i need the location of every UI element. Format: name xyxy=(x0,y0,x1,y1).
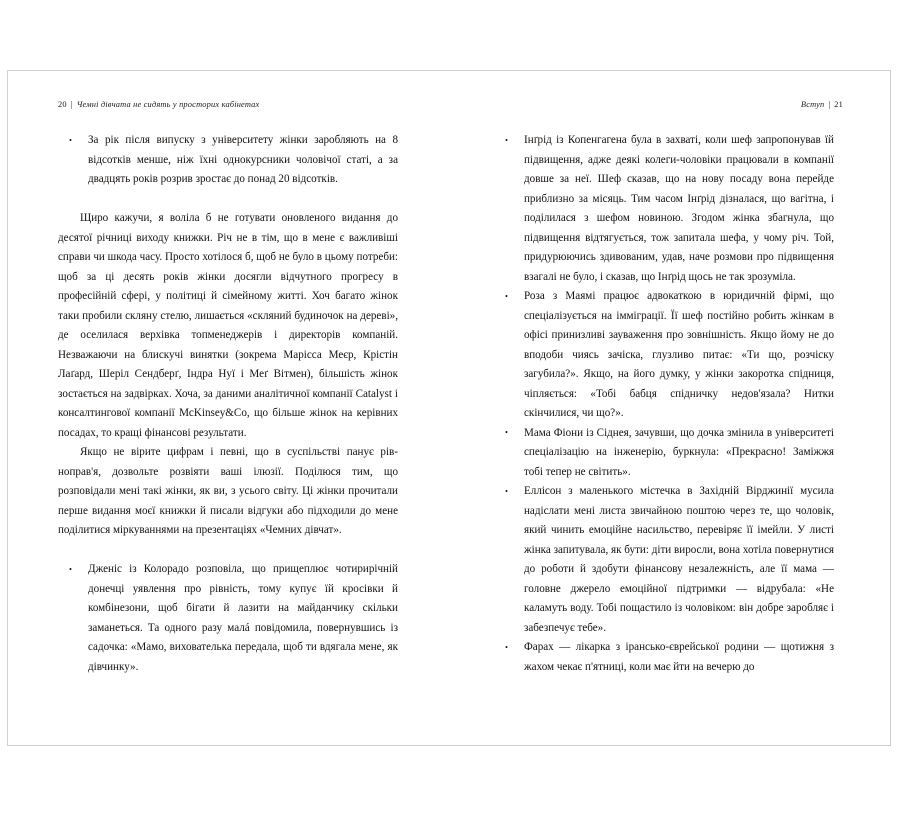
left-folio: 20 xyxy=(58,100,67,109)
list-item: • За рік після випуску з університету жінки заробляють на 8 відсотків менше, ніж їхні однокурсники чоловічої статі, а за двадцять років розрив зростає до понад 20 відсотків. xyxy=(58,131,398,190)
right-running-head-title: Вступ xyxy=(800,100,825,109)
list-item: • Мама Фіони із Сіднея, зачувши, що дочка змінила в університеті спеціалізацію на інженерію, буркнула: «Прекрасно! Заміжжя тобі тепер не світить». xyxy=(494,424,834,483)
left-page xyxy=(8,71,450,745)
right-bullet-list xyxy=(494,131,834,677)
list-item: • Еллісон з маленького містечка в Західній Вірджинії мусила надіслати мені листа звичайною поштою через те, що чоловік, який чинить емоційне насильство, перевіряє її імейли. У листі жінка запитувала, як бути: діти виросли, вона хотіла повернутися до роботи й здобути фінансову незалежність, але її мама — головне джерело емоційної підтримки — відрубала: «Не каламуть воду. Тобі пощастило із чоловіком: він добре заробляє і забезпечує тебе». xyxy=(494,482,834,638)
right-running-head xyxy=(801,100,843,109)
list-item: • Інґрід із Копенгагена була в захваті, коли шеф запропонував їй підвищення, адже деякі колеги-чоловіки працювали в компанії довше за неї. Шеф сказав, що на нову посаду вона перейде приблизно за місяць. Тим часом Інґрід дізналася, що вагітна, і поділилася з шефом новиною. Згодом жінка збагнула, що підвищення відтягується, тож запитала шефа, у чому річ. Той, придурюючись здивованим, удав, наче розмови про підвищення взагалі не було, і сказав, що Інґрід щось не так зрозуміла. xyxy=(494,131,834,287)
right-page xyxy=(450,71,892,745)
list-item: • Фарах — лікарка з ірансько-єврейської родини — щотижня з жахом чекає п'ятниці, коли має йти на вечерю до xyxy=(494,638,834,677)
left-running-head xyxy=(58,100,259,109)
left-bullet-list-2 xyxy=(58,560,398,677)
left-paragraph-2: Якщо не вірите цифрам і певні, що в суспільстві панує рівноправ'я, дозвольте розвіяти ваші ілюзії. Поділюся тим, що розповідали мені такі жінки, як ви, з усього світу. Ці жінки прочитали перше видання моєї книжки й писали відгуки або підходили до мене поділитися міркуваннями на презентаціях «Чемних дівчат». xyxy=(58,446,398,537)
left-paragraph-1: Щиро кажучи, я воліла б не готувати оновленого видання до десятої річниці виходу книжки. Річ не в тім, що в мене є важливіші справи чи шкода часу. Просто хотілося б, щоб не було в цьому потреби: щоб за ці десять років жінки досягли відчутного прогресу в професійній сфері, у політиці й сімейному житті. Хоч багато жінок таки пробили скляну стелю, лишається «скляний будиночок на дереві», де оселилася верхівка топменеджерів і директорів компаній. Незважаючи на блискучі винятки (зокрема Марісса Меєр, Крістін Лаґард, Шеріл Сендберґ, Індра Нуї і Меґ Вітмен), більшість жінок зостається на задвірках. Хоча, за даними аналітичної компанії Catalyst і консалтингової компанії McKinsey&Co, що більше жінок на керівних посадах, то кращі фінансові результати. xyxy=(58,212,398,439)
right-folio: 21 xyxy=(834,100,843,109)
left-bullet-list-1 xyxy=(58,131,398,190)
list-item: • Дженіс із Колорадо розповіла, що прищеплює чотирирічній донечці уявлення про рівність, тому купує їй кросівки й комбінезони, щоб бігати й лазити на майданчику скільки заманеться. Та одного разу малá повідомила, повернувшись із садочка: «Мамо, вихователька передала, щоб ти вдягала мене, як дівчинку». xyxy=(58,560,398,677)
left-text-column xyxy=(58,131,398,677)
list-item: • Роза з Маямі працює адвокаткою в юридичній фірмі, що спеціалізується на імміграції. Її шеф постійно робить жінкам в офісі принизливі зауваження про зовнішність. Якщо йому не до вподоби чиясь зачіска, глузливо питає: «Ти що, розчіску загубила?». Якщо, на його думку, у жінки закоротка спідниця, чіпляється: «Тобі бабця спідничку недов'язала? Нитки скінчилися, чи що?». xyxy=(494,287,834,424)
left-running-head-separator: | xyxy=(70,100,73,109)
right-running-head-separator: | xyxy=(828,100,831,109)
book-page-sheet xyxy=(7,70,891,746)
right-text-column xyxy=(494,131,834,677)
left-running-head-title: Чемні дівчата не сидять у просторих кабінетах xyxy=(76,100,260,109)
